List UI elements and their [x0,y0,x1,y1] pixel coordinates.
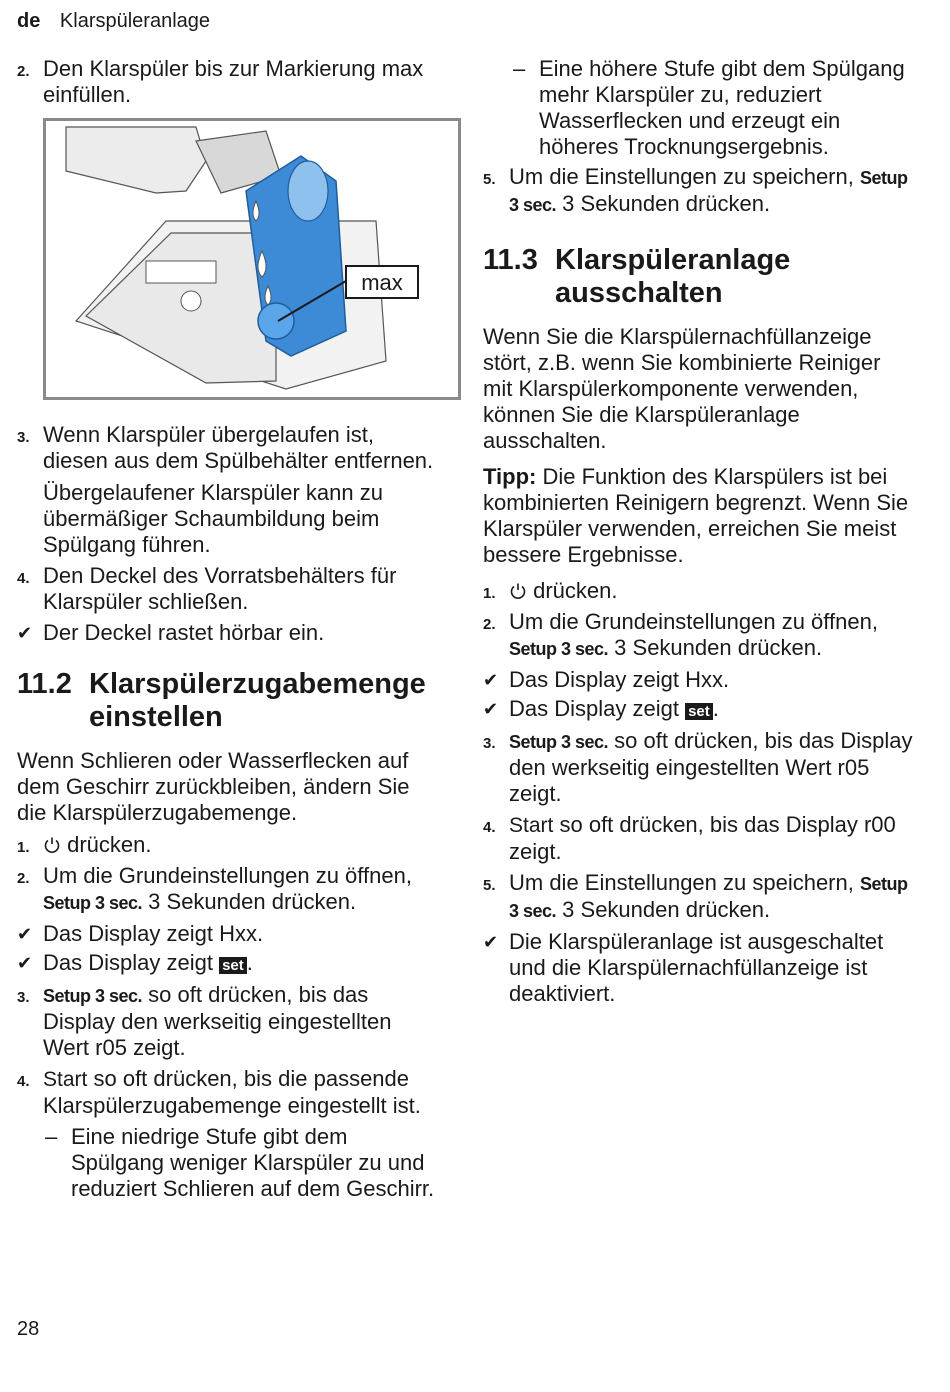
fill-opening [258,303,294,339]
set-display-symbol: set [685,703,713,720]
step-3 [17,422,437,474]
step-5b [483,870,913,924]
result-text: Das Display zeigt [43,950,213,975]
step-number: 4. [17,570,30,587]
checkmark-icon: ✔ [17,623,33,643]
step-text-post: 3 Sekunden drücken. [148,889,357,914]
result-text: Das Display zeigt Hxx. [43,921,264,946]
step-number: 5. [483,877,496,894]
step-4 [17,563,437,615]
checkmark-icon: ✔ [483,932,499,952]
step-text: Den Klarspüler bis zur Markierung max einfüllen. [43,56,424,107]
result-item [483,929,913,1007]
max-label: max [361,270,403,295]
step-number: 5. [483,171,496,188]
tip-label: Tipp: [483,464,537,489]
setup-key-label: Setup 3 sec. [509,168,908,215]
step-text-post: 3 Sekunden drücken. [614,635,823,660]
step-text: Um die Einstellungen zu speichern, [509,164,854,189]
checkmark-icon: ✔ [17,924,33,944]
step-text: Um die Grundeinstellungen zu öffnen, [43,863,412,888]
overflow-note: Übergelaufener Klarspüler kann zu übermäßiger Schaumbildung beim Spülgang führen. [43,480,383,557]
setup-key-label: Setup 3 sec. [509,732,609,752]
result-item [483,667,913,693]
rinse-aid-illustration [43,118,461,400]
dash-item [17,1124,437,1202]
step-number: 2. [17,870,30,887]
step-text: so oft drücken, bis die passende Klarspülerzugabemenge eingestellt ist. [43,1066,421,1118]
step-text: Den Deckel des Vorratsbehälters für Klarspüler schließen. [43,563,397,614]
step-number: 3. [483,735,496,752]
step-text: so oft drücken, bis das Display den werkseitig eingestellten Wert r05 zeigt. [509,728,913,806]
step-2b [17,863,437,916]
step-4b [17,1066,437,1119]
step-text: so oft drücken, bis das Display r00 zeigt. [509,812,896,864]
intro-paragraph: Wenn Schlieren oder Wasserflecken auf dem Geschirr zurückbleiben, ändern Sie die Klarspülerzugabemenge. [17,748,410,825]
step-number: 2. [483,616,496,633]
step-text: so oft drücken, bis das Display den werkseitig eingestellten Wert r05 zeigt. [43,982,392,1060]
dash-marker: – [45,1124,58,1149]
step-text: Um die Einstellungen zu speichern, [509,870,854,895]
step-number: 1. [17,839,30,856]
step-text: Wenn Klarspüler übergelaufen ist, diesen aus dem Spülbehälter entfernen. [43,422,434,473]
setup-key-label: Setup 3 sec. [509,874,908,921]
checkmark-icon: ✔ [483,670,499,690]
setup-key-label: Setup 3 sec. [509,639,609,659]
heading-number: 11.2 [17,668,72,700]
checkmark-icon: ✔ [17,953,33,973]
dash-text: Eine höhere Stufe gibt dem Spülgang mehr Klarspüler zu, reduziert Wasserflecken und erzeugt ein höheres Trocknungsergebnis. [539,56,905,159]
step-number: 4. [483,819,496,836]
result-text: Der Deckel rastet hörbar ein. [43,620,325,645]
start-key-label: Start [43,1068,88,1091]
intro-paragraph: Wenn Sie die Klarspülernachfüllanzeige stört, z.B. wenn Sie kombinierte Reiniger mit Klarspülerkomponente verwenden, können Sie die Klarspüleranlage ausschalten. [483,324,881,453]
step-5 [483,164,913,218]
step-3b [17,982,437,1061]
step-4 [483,812,913,865]
result-item [17,620,437,646]
result-item: ✔ Das Display zeigt set . [483,696,719,721]
step-number: 3. [17,989,30,1006]
step-1 [483,578,913,604]
page-number: 28 [17,1318,40,1340]
step-number: 2. [17,63,30,80]
step-3 [483,728,913,807]
reservoir-lid [288,161,328,221]
dash-text: Eine niedrige Stufe gibt dem Spülgang weniger Klarspüler zu und reduziert Schlieren auf dem Geschirr. [71,1124,435,1201]
setup-key-label: Setup 3 sec. [43,893,143,913]
step-1 [17,832,437,858]
section-heading-11-2 [17,668,437,734]
section-title: Klarspüleranlage [59,10,211,32]
result-item [17,921,437,947]
step-number: 3. [17,429,30,446]
language-code: de [17,10,41,32]
dispenser-drawing [46,121,458,397]
step-text: drücken. [533,578,618,603]
step-number: 4. [17,1073,30,1090]
page-header [17,10,210,33]
dispenser-latch [146,261,216,283]
result-text: Das Display zeigt [509,696,679,721]
checkmark-icon: ✔ [483,699,499,719]
dash-marker: – [513,56,526,81]
left-column [17,56,437,1206]
tip-paragraph [483,464,913,568]
setup-key-label: Setup 3 sec. [43,986,143,1006]
dash-item [483,56,913,160]
right-column [483,56,913,1010]
latch-knob [181,291,201,311]
section-heading-11-3 [483,244,913,310]
set-display-symbol: set [219,957,247,974]
heading-number: 11.3 [483,244,538,276]
heading-title: Klarspülerzugabemenge einstellen [89,668,426,733]
power-icon [43,836,61,854]
result-text: Das Display zeigt Hxx. [509,667,730,692]
step-text-post: 3 Sekunden drücken. [562,191,771,216]
result-item: ✔ Das Display zeigt set . [17,950,253,975]
step-number: 1. [483,585,496,602]
step-2 [17,56,437,108]
start-key-label: Start [509,814,554,837]
heading-title: Klarspüleranlage ausschalten [555,244,791,309]
step-text-post: 3 Sekunden drücken. [562,897,771,922]
tip-text: Die Funktion des Klarspülers ist bei kombinierten Reinigern begrenzt. Wenn Sie Klarspüler verwenden, erreichen Sie meist bessere Ergebnisse. [483,464,909,567]
step-text: drücken. [67,832,152,857]
step-2 [483,609,913,662]
result-text: Die Klarspüleranlage ist ausgeschaltet und die Klarspülernachfüllanzeige ist deaktiviert. [509,929,884,1006]
power-icon [509,582,527,600]
step-text: Um die Grundeinstellungen zu öffnen, [509,609,878,634]
